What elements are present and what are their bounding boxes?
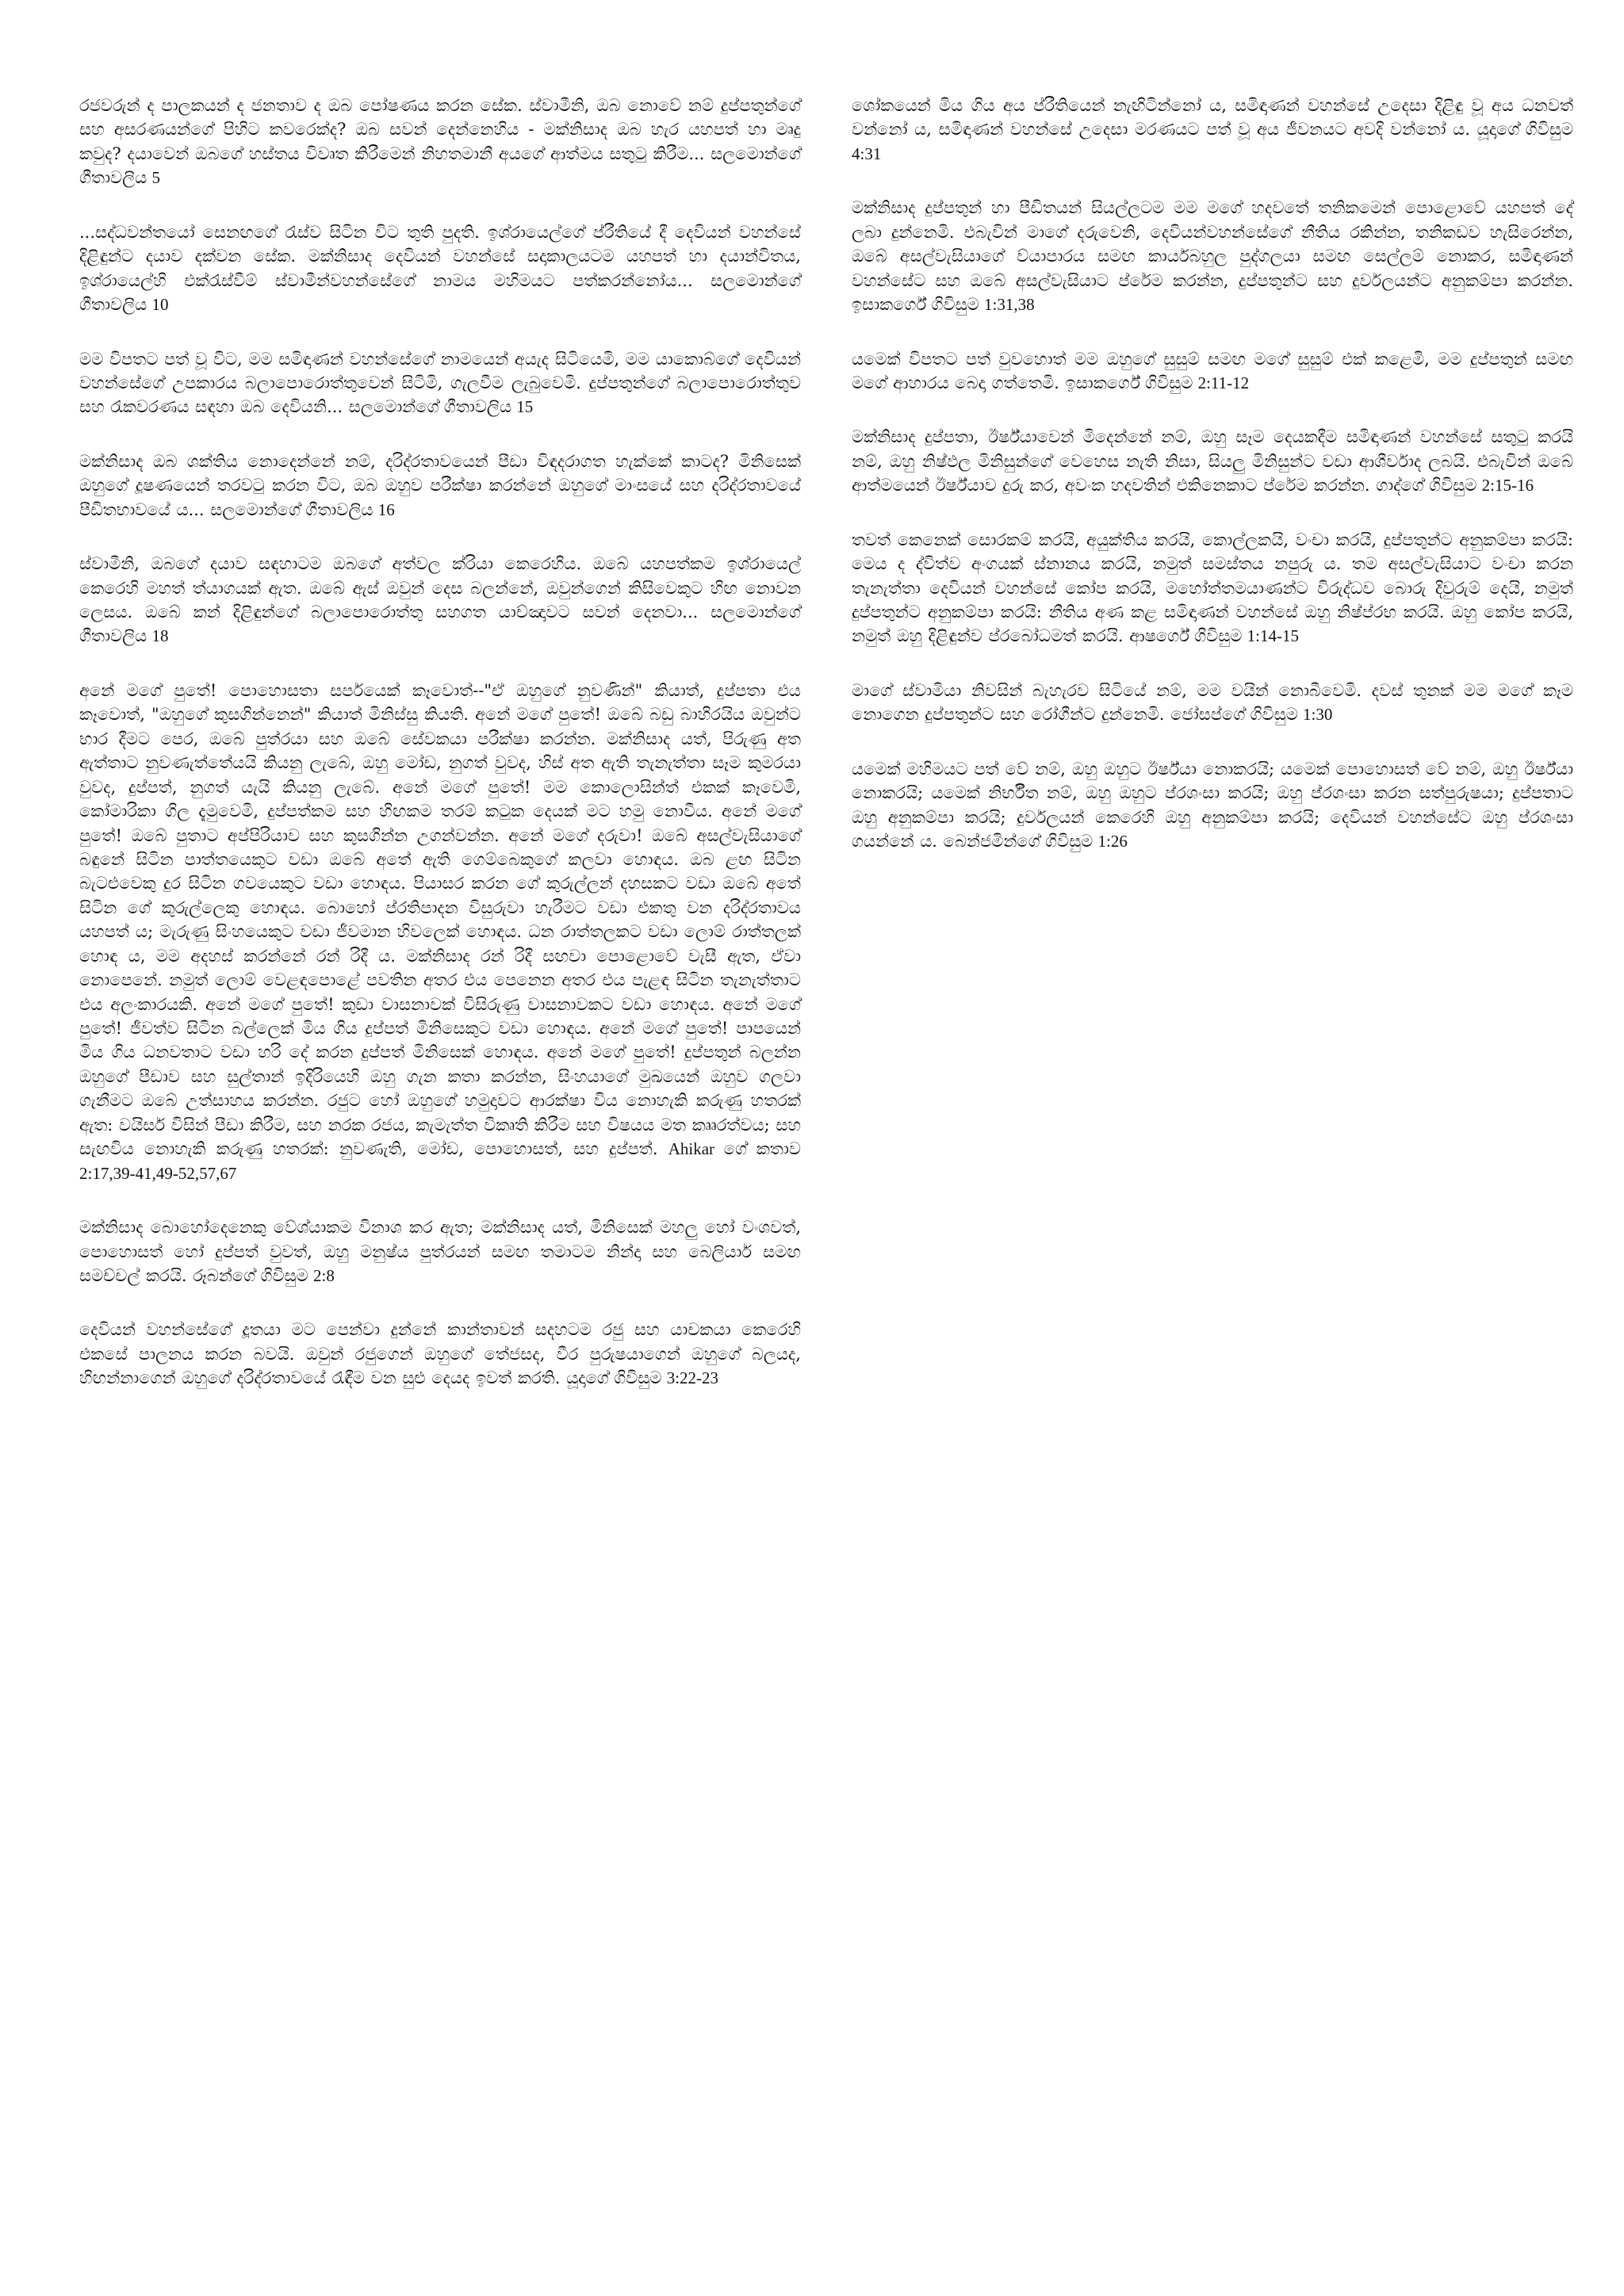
passage-text: තවත් කෙනෙක් සොරකම් කරයි, අයුක්තිය කරයි, කොල්ලකයි, වංචා කරයි, දුප්පතුන්ට අනුකම්පා කරයි: මෙය ද ද්විත්ව අංගයක් ස්නානය කරයි, නමුත් සමස්තය නපුරු ය. තම අසල්වැසියාට වංචා කරන තැනැත්තා දෙවියන් වහන්සේ කෝප කරයි, මහෝත්තමයාණන්ට විරුද්ධව බොරු දිවුරුම් දෙයි, නමුත් දුප්පතුන්ට අනුකම්පා කරයි: නීතිය අණ කළ සමිඳාණන් වහන්සේ ඔහු නිෂ්ප්රභ කරයි. ඔහු කෝප කරයි, නමුත් ඔහු දිළිඳුන්ව ප්රබෝධමත් කරයි. [852,530,1573,646]
passage-reference: ගාද්ගේ ගිවිසුම 2:15-16 [1376,476,1534,496]
passage-text: යමෙක් මහිමයට පත් වේ නම්, ඔහු ඔහුට ඊර්ෂ්යා නොකරයි; යමෙක් පොහොසත් වේ නම්, ඔහු ඊර්ෂ්යා නොකරයි; යමෙක් නිර්භීත නම්, ඔහු ඔහුට ප්රශංසා කරයි; ඔහු ප්රශංසා කරන සත්පුරුෂයා; දුප්පතාට ඔහු අනුකම්පා කරයි; දුර්වලයන් කෙරෙහි ඔහු අනුකම්පා කරයි; දෙවියන් වහන්සේට ඔහු ප්රශංසා ගයන්නේ ය. [852,759,1573,851]
left-column [79,94,801,2248]
passage-text: මාගේ ස්වාමියා නිවසින් බැහැරව සිටියේ නම්, මම වයින් නොබීවෙමි. දවස් තුනක් මම මගේ කෑම නොගෙන දුප්පතුන්ට සහ රෝගීන්ට දුන්නෙමි. [852,680,1573,725]
passage-reference: යූදාගේ ගිවිසුම 3:22-23 [566,1368,719,1388]
passage-reference: යූදාගේ ගිවිසුම 4:31 [852,120,1573,163]
passage [852,757,1573,854]
passage-text: මක්නිසාද දුප්පතුන් හා පීඩිතයන් සියල්ලටම මම මගේ හදවතේ තනිකමෙන් පොළොවේ යහපත් දේ ලබා දුන්නෙමි. එබැවින් මාගේ දරුවෙනි, දෙවියන්වහන්සේගේ නීතිය රකින්න, තනිකඩව හැසිරෙන්න, ඔබේ අසල්වැසියාගේ ව්යාපාරය සමඟ කාර්යබහුල පුද්ගලයා සමඟ සෙල්ලම් නොකර, සමිඳාණන් වහන්සේට සහ ඔබේ අසල්වැසියාට ප්රේම කරන්න, දුප්පතුන්ට සහ දුර්වලයන්ට අනුකම්පා කරන්න. [852,198,1573,290]
passage-text: ...සද්ධවන්තයෝ සෙනඟගේ රැස්ව සිටින විට තුති පුදති. ඉශ්රායෙල්ගේ ප්රීතියේ දී දෙවියන් වහන්සේ දිළිඳුන්ට දයාව දක්වන සේක. මක්නිසාද දෙවියන් වහන්සේ සදාකාලයටම යහපත් හා දයාන්විතය, ඉශ්රායෙල්හි එක්රැස්වීම් ස්වාමීන්වහන්සේගේ නාමය මහිමයට පත්කරන්නෝය... [79,222,801,290]
passage-text: ස්වාමීනි, ඔබගේ දයාව සඳහාටම ඔබගේ අත්වල ක්රියා කෙරෙහිය. ඔබේ යහපත්කම ඉශ්රායෙල් කෙරෙහි මහත් ත්යාගයක් ඇත. ඔබේ ඇස් ඔවුන් දෙස බලන්නේ, ඔවුන්ගෙන් කිසිවෙකුට හිඟ නොවන ලෙසය. ඔබේ කන් දිළිඳුන්ගේ බලාපොරොත්තු සහගත යාච්ඤාවට සවන් දෙනවා... [79,554,801,622]
passage [852,94,1573,166]
passage [79,94,801,190]
passage [79,220,801,317]
passage-text: මක්නිසාද බොහෝදෙනෙකු වේශ්යාකම විනාශ කර ඇත; මක්නිසාද යත්, මිනිසෙක් මහලු හෝ වංශවත්, පොහොසත් හෝ දුප්පත් වුවත්, ඔහු මනුෂ්ය පුත්රයන් සමඟ තමාටම නින්දා සහ බෙලියාර් සමඟ සමච්චල් කරයි. [79,1218,801,1285]
passage [79,450,801,522]
passage-reference: සලමොන්ගේ ගීතාවලිය 15 [348,397,534,417]
passage-reference: ආෂර්ගේ ගිවිසුම 1:14-15 [1129,626,1299,646]
passage [852,196,1573,316]
passage [852,528,1573,649]
passage-reference: ජෝසප්ගේ ගිවිසුම 1:30 [1170,705,1333,725]
passage-reference: Ahikar ගේ කතාව 2:17,39-41,49-52,57,67 [79,1139,801,1183]
right-column [852,94,1573,2248]
passage [852,679,1573,727]
passage [852,425,1573,497]
passage-text: මක්නිසාද ඔබ ශක්තිය නොදෙන්නේ නම්, දරිද්රතාවයෙන් පීඩා විඳදරාගත හැක්කේ කාටද? මිනිසෙක් ඔහුගේ දූෂණයෙන් තරවටු කරන විට, ඔබ ඔහුව පරීක්ෂා කරන්නේ ඔහුගේ මාංසයේ සහ දරිද්රතාවයේ පීඩිතභාවයේ ය... [79,451,801,519]
passage-reference: ඉසාකර්ගේ ගිවිසුම 1:31,38 [852,295,1035,315]
passage-text: ශෝකයෙන් මිය ගිය අය ප්රීතියෙන් නැඟිටින්නෝ ය, සමිඳාණන් වහන්සේ උදෙසා දිළිඳු වූ අය ධනවත් වන්නෝ ය, සමිඳාණන් වහන්සේ උදෙසා මරණයට පත් වූ අය ජීවනයට අවදි වන්නෝ ය. [852,96,1573,140]
passage [79,552,801,649]
passage-reference: සලමොන්ගේ ගීතාවලිය 16 [210,499,395,519]
passage-text: අනේ මගේ පුතේ! පොහොසතා සර්පයෙක් කෑවොත්--"ඒ ඔහුගේ නුවණින්" කියාත්, දුප්පතා එය කෑවොත්, "ඔහුගේ කුසගින්නෙන්" කියාත් මිනිස්සු කියති. අනේ මගේ පුතේ! ඔබේ බඩු බාහිරයිය ඔවුන්ට භාර දීමට පෙර, ඔබේ පුත්රයා සහ ඔබේ සේවකයා පරීක්ෂා කරන්න. මක්නිසාද යත්, පිරුණු අත ඇත්තාට නුවණැත්තේයයි කියනු ලැබේ, ඔහු මෝඩ, නුගත් වුවද, හිස් අත ඇති තැනැත්තා සෑම කුමරයා වුවද, දුප්පත්, නුගත් යැයි කියනු ලැබේ. අනේ මගේ පුතේ! මම කොලොසින්ත් එකක් කෑවෙමි, කෝමාරිකා ගිල දැමුවෙමි, දුප්පත්කම සහ හිඟකම තරම් කටුක දෙයක් මට හමු නොවීය. අනේ මගේ පුතේ! ඔබේ පුතාට අප්පිරියාව සහ කුසගින්න උගන්වන්න. අනේ මගේ දරුවා! ඔබේ අසල්වැසියාගේ බඳුනේ සිටින පාත්තයෙකුට වඩා ඔබේ අතේ ඇති ගෙම්බෙකුගේ කලවා හොඳය. ඔබ ළඟ සිටින බැටළුවෙකු දුර සිටින ගවයෙකුට වඩා හොඳය. පියාසර කරන ගේ කුරුල්ලන් දහසකට වඩා ඔබේ අතේ සිටින ගේ කුරුල්ලෙකු හොඳය. බොහෝ ප්රතිපාදන විසුරුවා හැරීමට වඩා එකතු වන දරිද්රතාවය යහපත් ය; මැරුණු සිංහයෙකුට වඩා ජීවමාන හිවලෙක් හොඳය. ධන රාත්තලකට වඩා ලොම් රාත්තලක් හොඳ ය, මම අදහස් කරන්නේ රන් රිදී ය. මක්නිසාද රන් රිදී සඟවා පොළොවේ වැසී ඇත, ඒවා නොපෙනේ. නමුත් ලොම් වෙළඳපොළේ පවතින අතර එය පෙනෙන අතර එය පැළඳ සිටින තැනැත්තාට එය අලංකාරයකි. අනේ මගේ පුතේ! කුඩා වාසනාවක් විසිරුණු වාසනාවකට වඩා හොඳය. අනේ මගේ පුතේ! ජීවත්ව සිටින බල්ලෙක් මිය ගිය දුප්පත් මිනිසෙකුට වඩා හොඳය. අනේ මගේ පුතේ! පාපයෙන් මිය ගිය ධනවතාට වඩා හරි දේ කරන දුප්පත් මිනිසෙක් හොඳය. අනේ මගේ පුතේ! දුප්පතුන් බලන්න ඔහුගේ පීඩාව සහ සුල්තාන් ඉදිරියෙහි ඔහු ගැන කතා කරන්න, සිංහයාගේ මුඛයෙන් ඔහුව ගලවා ගැනීමට ඔබේ උත්සාහය කරන්න. රජුට හෝ ඔහුගේ හමුදාවට ආරක්ෂා විය නොහැකි කරුණු හතරක් ඇත: වයිසර් විසින් පීඩා කිරීම, සහ නරක රජය, කැමැත්ත විකෘති කිරීම සහ විෂයය මත කෘෘරත්වය; සහ සැඟවිය නොහැකි කරුණු හතරක්: නුවණැති, මෝඩ, පොහොසත්, සහ දුප්පත්. [79,680,801,1159]
passage-reference: සලමොන්ගේ ගීතාවලිය 5 [79,144,801,188]
passage-reference: සලමොන්ගේ ගීතාවලිය 10 [79,270,801,315]
passage-text: මක්නිසාද දුප්පතා, ඊර්ෂ්යාවෙන් මිදෙන්නේ නම්, ඔහු සෑම දෙයකදීම සමිඳාණන් වහන්සේ සතුටු කරයි නම්, ඔහු නිෂ්ඵල මිනිසුන්ගේ වෙහෙස නැති නිසා, සියලු මිනිසුන්ට වඩා ආශීර්වාද ලබයි. එබැවින් ඔබේ ආත්මයෙන් ඊර්ෂ්යාව දුරු කර, අවංක හදවතින් එකිනෙකාට ප්රේම කරන්න. [852,427,1573,496]
passage-reference: බෙන්ජමින්ගේ ගිවිසුම 1:26 [943,832,1128,851]
passage [79,1215,801,1288]
passage-text: යමෙක් විපතට පත් වුවහොත් මම ඔහුගේ සුසුම් සමඟ මගේ සුසුම් එක් කළෙමි, මම දුප්පතුන් සමඟ මගේ ආහාරය බෙදා ගත්තෙමි. [852,349,1573,392]
passage-reference: ඉසාකර්ගේ ගිවිසුම 2:11-12 [1065,373,1250,392]
passage-text: මම විපතට පත් වූ විට, මම සමිඳාණන් වහන්සේගේ නාමයෙන් අයැද සිටියෙමි, මම යාකොබ්ගේ දෙවියන් වහන්සේගේ උපකාරය බලාපොරොත්තුවෙන් සිටිමි, ගැලවීම ලැබුවෙමි. දුප්පතුන්ගේ බලාපොරොත්තුව සහ රැකවරණය සඳහා ඔබ දෙවියනි... [79,349,801,417]
passage [852,347,1573,396]
passage-text: රජවරුන් ද පාලකයන් ද ජනතාව ද ඔබ පෝෂණය කරන සේක. ස්වාමීනි, ඔබ නොවේ නම් දුප්පතුන්ගේ සහ අසරණයන්ගේ පිහිට කවරෙක්ද? ඔබ සවන් දෙන්නෙහිය - මක්නිසාද ඔබ හැර යහපත් හා මෘදු කවුද? දයාවෙන් ඔබගේ හස්තය විවෘත කිරීමෙන් නිහතමානී අයගේ ආත්මය සතුටු කිරීම... [79,96,801,163]
passage [79,1318,801,1390]
passage [79,347,801,419]
passage-text: දෙවියන් වහන්සේගේ දූතයා මට පෙන්වා දුන්නේ කාන්තාවන් සදහටම රජු සහ යාචකයා කෙරෙහි එකසේ පාලනය කරන බවයි. ඔවුන් රජුගෙන් ඔහුගේ තේජසද, වීර පුරුෂයාගෙන් ඔහුගේ බලයද, හිඟන්නාගෙන් ඔහුගේ දරිද්රතාවයේ රැඳීම වන සුළු දෙයද ඉවත් කරති. [79,1320,801,1388]
passage [79,679,801,1185]
passage-reference: රූබන්ගේ ගිවිසුම 2:8 [193,1265,335,1285]
passage-reference: සලමොන්ගේ ගීතාවලිය 18 [79,603,801,646]
